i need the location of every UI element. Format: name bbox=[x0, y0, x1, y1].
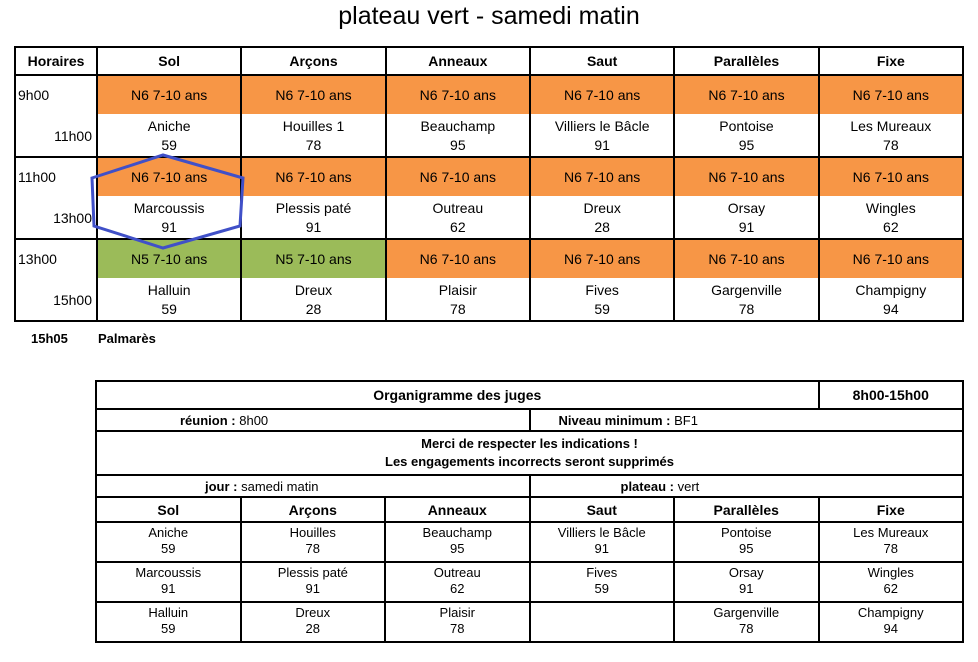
time-end: 13h00 bbox=[53, 210, 92, 226]
level-badge: N6 7-10 ans bbox=[820, 76, 962, 114]
jour-value: samedi matin bbox=[241, 478, 319, 494]
level-badge: N6 7-10 ans bbox=[387, 158, 529, 196]
judge-cell bbox=[674, 602, 819, 642]
club-number: 91 bbox=[305, 219, 322, 235]
niveau-label: Niveau minimum : bbox=[558, 412, 671, 428]
club-number: 94 bbox=[883, 301, 899, 317]
club-info bbox=[675, 278, 817, 320]
judge-cell bbox=[674, 522, 819, 562]
club-name: Houilles 1 bbox=[282, 118, 345, 134]
plateau-value: vert bbox=[677, 478, 700, 494]
judges-message bbox=[96, 431, 963, 475]
header-anneaux: Anneaux bbox=[386, 47, 530, 75]
slot-fixe bbox=[819, 75, 963, 157]
plateau-cell bbox=[530, 475, 964, 497]
level-badge: N6 7-10 ans bbox=[675, 158, 817, 196]
judges-row bbox=[96, 602, 963, 642]
club-info bbox=[820, 278, 962, 320]
slot-paralleles bbox=[674, 157, 818, 239]
judge-club: Marcoussis bbox=[135, 565, 202, 580]
judges-header-cell: Saut bbox=[530, 497, 675, 522]
club-name: Beauchamp bbox=[420, 118, 496, 134]
judge-number: 59 bbox=[161, 621, 176, 636]
club-number: 59 bbox=[161, 137, 177, 153]
judge-club: Houilles bbox=[289, 525, 336, 540]
level-badge: N6 7-10 ans bbox=[242, 158, 384, 196]
judge-cell bbox=[674, 562, 819, 602]
club-number: 78 bbox=[738, 301, 755, 317]
club-info bbox=[675, 114, 817, 156]
judge-cell bbox=[385, 602, 530, 642]
slot-saut bbox=[530, 75, 674, 157]
judge-number: 78 bbox=[305, 541, 320, 556]
judge-number: 95 bbox=[450, 541, 465, 556]
club-number: 95 bbox=[738, 137, 755, 153]
club-name: Gargenville bbox=[711, 282, 782, 298]
club-number: 59 bbox=[161, 301, 177, 317]
jour-cell bbox=[96, 475, 530, 497]
judge-number: 28 bbox=[305, 621, 320, 636]
club-name: Les Mureaux bbox=[850, 118, 932, 134]
club-name: Aniche bbox=[147, 118, 191, 134]
time-end: 15h00 bbox=[53, 292, 92, 308]
level-badge: N6 7-10 ans bbox=[820, 240, 962, 278]
club-number: 62 bbox=[450, 219, 466, 235]
judge-club: Halluin bbox=[148, 605, 189, 620]
slot-paralleles bbox=[674, 239, 818, 321]
level-badge: N6 7-10 ans bbox=[675, 240, 817, 278]
time-range-cell bbox=[15, 157, 97, 239]
judge-number: 59 bbox=[594, 581, 609, 596]
judges-table bbox=[95, 380, 964, 643]
schedule-row bbox=[15, 239, 963, 321]
slot-sol bbox=[97, 239, 241, 321]
slot-sol bbox=[97, 75, 241, 157]
judge-club: Aniche bbox=[148, 525, 189, 540]
message-line-1: Merci de respecter les indications ! bbox=[421, 436, 638, 451]
niveau-cell bbox=[530, 409, 964, 431]
level-badge: N6 7-10 ans bbox=[387, 240, 529, 278]
club-info bbox=[675, 196, 817, 238]
slot-paralleles bbox=[674, 75, 818, 157]
judge-cell bbox=[241, 562, 386, 602]
judge-number: 62 bbox=[883, 581, 898, 596]
reunion-label: réunion : bbox=[180, 412, 236, 428]
slot-arcons bbox=[241, 157, 385, 239]
schedule-header-row bbox=[15, 47, 963, 75]
judge-number: 78 bbox=[739, 621, 754, 636]
club-number: 78 bbox=[305, 137, 322, 153]
level-badge: N6 7-10 ans bbox=[98, 76, 240, 114]
header-arcons: Arçons bbox=[241, 47, 385, 75]
judge-cell bbox=[385, 562, 530, 602]
judge-club: Villiers le Bâcle bbox=[557, 525, 646, 540]
schedule-row bbox=[15, 75, 963, 157]
slot-anneaux bbox=[386, 157, 530, 239]
judge-club: Beauchamp bbox=[422, 525, 492, 540]
club-info bbox=[242, 278, 384, 320]
message-line-2: Les engagements incorrects seront supprimés bbox=[385, 454, 674, 469]
club-name: Pontoise bbox=[719, 118, 774, 134]
reunion-cell bbox=[96, 409, 530, 431]
slot-anneaux bbox=[386, 239, 530, 321]
club-number: 91 bbox=[738, 219, 755, 235]
judge-club: Plessis paté bbox=[277, 565, 348, 580]
club-name: Dreux bbox=[294, 282, 333, 298]
club-name: Fives bbox=[585, 282, 619, 298]
palmares-label: Palmarès bbox=[98, 331, 156, 346]
judge-cell bbox=[96, 522, 241, 562]
judge-cell bbox=[530, 522, 675, 562]
club-info bbox=[387, 114, 529, 156]
judge-club: Plaisir bbox=[439, 605, 475, 620]
judge-cell bbox=[819, 602, 964, 642]
club-number: 59 bbox=[594, 301, 610, 317]
club-info bbox=[98, 278, 240, 320]
header-saut: Saut bbox=[530, 47, 674, 75]
judge-number: 59 bbox=[161, 541, 176, 556]
level-badge: N6 7-10 ans bbox=[98, 158, 240, 196]
page-title: plateau vert - samedi matin bbox=[338, 2, 640, 30]
judge-number: 78 bbox=[883, 541, 898, 556]
judge-cell bbox=[530, 602, 675, 642]
judge-number: 78 bbox=[450, 621, 465, 636]
judge-club: Gargenville bbox=[713, 605, 780, 620]
time-start: 13h00 bbox=[18, 251, 57, 267]
club-name: Outreau bbox=[432, 200, 484, 216]
club-info bbox=[531, 278, 673, 320]
level-badge: N5 7-10 ans bbox=[242, 240, 384, 278]
club-info bbox=[531, 196, 673, 238]
judge-cell bbox=[819, 522, 964, 562]
judge-club: Pontoise bbox=[720, 525, 772, 540]
club-number: 78 bbox=[450, 301, 466, 317]
club-name: Villiers le Bâcle bbox=[554, 118, 650, 134]
slot-saut bbox=[530, 239, 674, 321]
level-badge: N6 7-10 ans bbox=[242, 76, 384, 114]
club-name: Halluin bbox=[147, 282, 191, 298]
time-range-cell bbox=[15, 239, 97, 321]
judges-title: Organigramme des juges bbox=[96, 381, 819, 409]
judges-header-cell: Anneaux bbox=[385, 497, 530, 522]
judge-cell bbox=[241, 602, 386, 642]
judge-cell bbox=[819, 562, 964, 602]
club-info bbox=[531, 114, 673, 156]
judges-header-cell: Arçons bbox=[241, 497, 386, 522]
judge-number: 94 bbox=[883, 621, 898, 636]
header-horaires: Horaires bbox=[15, 47, 97, 75]
plateau-label: plateau : bbox=[620, 478, 674, 494]
judge-cell bbox=[241, 522, 386, 562]
club-name: Champigny bbox=[855, 282, 927, 298]
judge-number: 91 bbox=[161, 581, 176, 596]
reunion-value: 8h00 bbox=[239, 412, 269, 428]
judge-cell bbox=[96, 602, 241, 642]
level-badge: N6 7-10 ans bbox=[820, 158, 962, 196]
level-badge: N6 7-10 ans bbox=[675, 76, 817, 114]
judge-cell bbox=[96, 562, 241, 602]
slot-arcons bbox=[241, 239, 385, 321]
jour-label: jour : bbox=[205, 478, 238, 494]
header-fixe: Fixe bbox=[819, 47, 963, 75]
club-info bbox=[820, 114, 962, 156]
judge-club: Les Mureaux bbox=[853, 525, 929, 540]
judge-number: 62 bbox=[450, 581, 465, 596]
time-start: 11h00 bbox=[18, 169, 56, 185]
judge-cell bbox=[530, 562, 675, 602]
judge-cell bbox=[385, 522, 530, 562]
time-end: 11h00 bbox=[54, 128, 92, 144]
club-number: 91 bbox=[594, 137, 610, 153]
club-name: Dreux bbox=[583, 200, 621, 216]
niveau-value: BF1 bbox=[674, 412, 698, 428]
judges-hours: 8h00-15h00 bbox=[819, 381, 964, 409]
judge-number: 91 bbox=[739, 581, 754, 596]
judge-club: Fives bbox=[586, 565, 618, 580]
judges-row bbox=[96, 562, 963, 602]
judges-row bbox=[96, 522, 963, 562]
club-number: 78 bbox=[883, 137, 899, 153]
judges-header-cell: Parallèles bbox=[674, 497, 819, 522]
club-info bbox=[242, 114, 384, 156]
judges-header-cell: Fixe bbox=[819, 497, 964, 522]
club-name: Marcoussis bbox=[133, 200, 205, 216]
header-sol: Sol bbox=[97, 47, 241, 75]
level-badge: N6 7-10 ans bbox=[531, 76, 673, 114]
judge-club: Dreux bbox=[295, 605, 331, 620]
club-name: Wingles bbox=[865, 200, 916, 216]
slot-saut bbox=[530, 157, 674, 239]
club-info bbox=[242, 196, 384, 238]
judges-header-cell: Sol bbox=[96, 497, 241, 522]
level-badge: N6 7-10 ans bbox=[531, 240, 673, 278]
slot-fixe bbox=[819, 157, 963, 239]
judge-number: 91 bbox=[305, 581, 320, 596]
level-badge: N5 7-10 ans bbox=[98, 240, 240, 278]
slot-anneaux bbox=[386, 75, 530, 157]
judge-number: 95 bbox=[739, 541, 754, 556]
header-paralleles: Parallèles bbox=[674, 47, 818, 75]
judge-club: Orsay bbox=[728, 565, 764, 580]
club-number: 91 bbox=[161, 219, 177, 235]
club-info bbox=[820, 196, 962, 238]
judge-club: Outreau bbox=[433, 565, 481, 580]
judges-header-row bbox=[96, 497, 963, 522]
level-badge: N6 7-10 ans bbox=[387, 76, 529, 114]
judge-number: 91 bbox=[594, 541, 609, 556]
time-start: 9h00 bbox=[18, 87, 50, 103]
time-range-cell bbox=[15, 75, 97, 157]
club-name: Orsay bbox=[727, 200, 766, 216]
club-number: 28 bbox=[594, 219, 610, 235]
club-name: Plessis paté bbox=[275, 200, 352, 216]
club-number: 28 bbox=[305, 301, 322, 317]
club-info bbox=[387, 278, 529, 320]
palmares-time: 15h05 bbox=[31, 331, 68, 346]
hexagon-highlight bbox=[90, 150, 245, 250]
slot-fixe bbox=[819, 239, 963, 321]
level-badge: N6 7-10 ans bbox=[531, 158, 673, 196]
club-number: 95 bbox=[450, 137, 466, 153]
club-number: 62 bbox=[883, 219, 899, 235]
club-name: Plaisir bbox=[438, 282, 477, 298]
judge-club: Champigny bbox=[857, 605, 924, 620]
club-info bbox=[387, 196, 529, 238]
judge-club: Wingles bbox=[867, 565, 914, 580]
slot-arcons bbox=[241, 75, 385, 157]
